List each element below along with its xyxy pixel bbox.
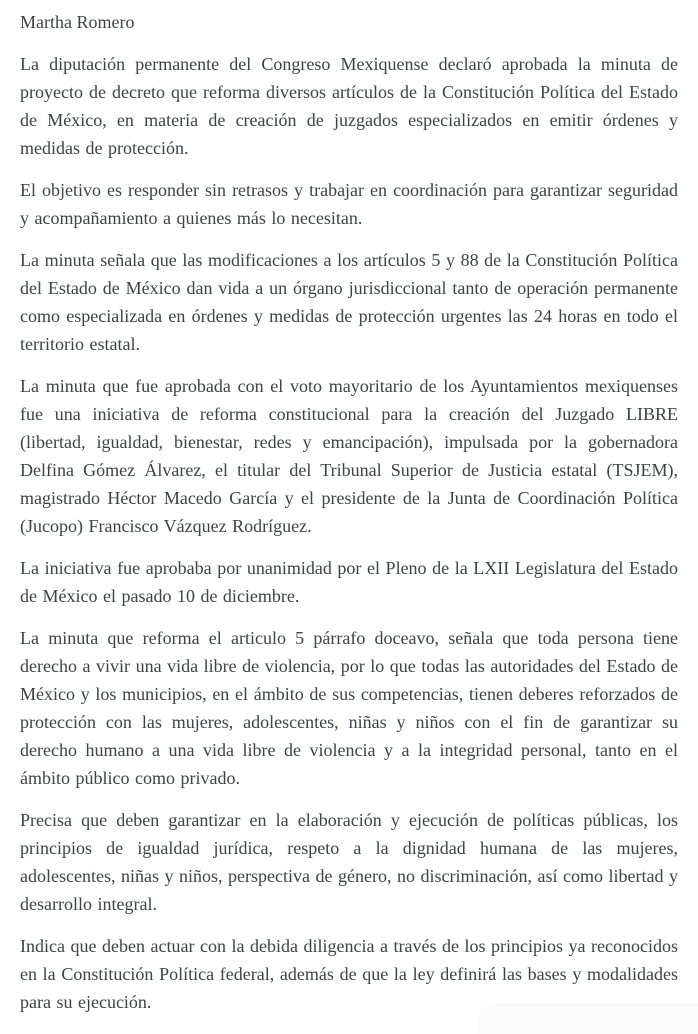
article-paragraph: La iniciativa fue aprobaba por unanimidad por el Pleno de la LXII Legislatura del Estado de México el pasado 10 de diciembre. xyxy=(20,558,678,606)
article-paragraph: La minuta que reforma el articulo 5 párrafo doceavo, señala que toda persona tiene derecho a vivir una vida libre de violencia, por lo que todas las autoridades del Estado de México y los municipios, en el ámbito de sus competencias, tienen deberes reforzados de protección con las mujeres, adolescentes, niñas y niños con el fin de garantizar su derecho humano a una vida libre de violencia y a la integridad personal, tanto en el ámbito público como privado. xyxy=(20,628,678,788)
author-byline: Martha Romero xyxy=(20,12,135,32)
article-paragraph: La minuta señala que las modificaciones a los artículos 5 y 88 de la Constitución Política del Estado de México dan vida a un órgano jurisdiccional tanto de operación permanente como especializada en órdenes y medidas de protección urgentes las 24 horas en todo el territorio estatal. xyxy=(20,250,678,354)
article-paragraph: La minuta que fue aprobada con el voto mayoritario de los Ayuntamientos mexiquenses fue una iniciativa de reforma constitucional para la creación del Juzgado LIBRE (libertad, igualdad, bienestar, redes y emancipación), impulsada por la gobernadora Delfina Gómez Álvarez, el titular del Tribunal Superior de Justicia estatal (TSJEM), magistrado Héctor Macedo García y el presidente de la Junta de Coordinación Política (Jucopo) Francisco Vázquez Rodríguez. xyxy=(20,376,678,536)
bottom-sheet-corner xyxy=(480,1006,698,1034)
article-paragraph: La diputación permanente del Congreso Mexiquense declaró aprobada la minuta de proyecto de decreto que reforma diversos artículos de la Constitución Política del Estado de México, en materia de creación de juzgados especializados en emitir órdenes y medidas de protección. xyxy=(20,54,678,158)
article-paragraph: El objetivo es responder sin retrasos y trabajar en coordinación para garantizar seguridad y acompañamiento a quienes más lo necesitan. xyxy=(20,180,678,228)
article-paragraph: Indica que deben actuar con la debida diligencia a través de los principios ya reconocidos en la Constitución Política federal, además de que la ley definirá las bases y modalidades para su ejecución. xyxy=(20,936,678,1012)
article-paragraph: Precisa que deben garantizar en la elaboración y ejecución de políticas públicas, los principios de igualdad jurídica, respeto a la dignidad humana de las mujeres, adolescentes, niñas y niños, perspectiva de género, no discriminación, así como libertad y desarrollo integral. xyxy=(20,810,678,914)
